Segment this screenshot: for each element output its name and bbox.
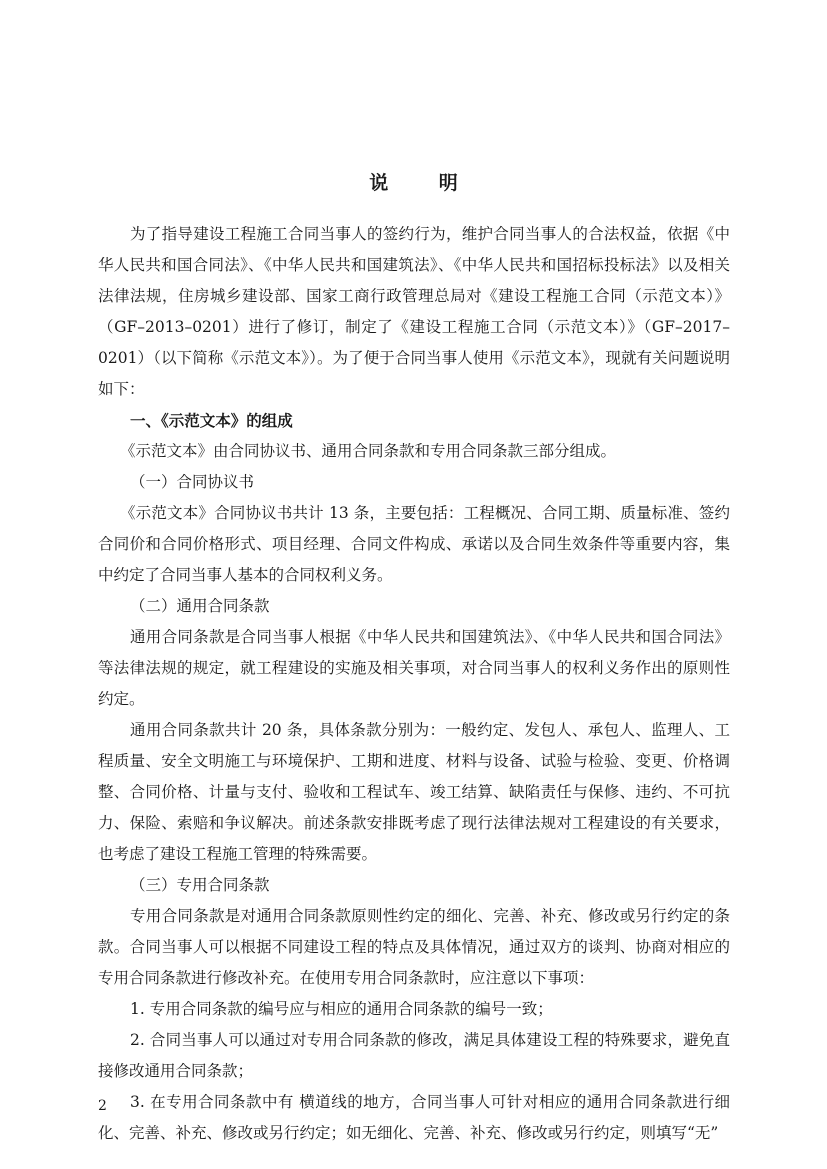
subheading-general-terms: （二）通用合同条款 [130,597,270,615]
document-body [98,219,730,1149]
subheading-agreement: （一）合同协议书 [130,473,255,491]
list-item-3: 3. 在专用合同条款中有 横道线的地方，合同当事人可针对相应的通用合同条款进行细化、完善、补充、修改或另行约定；如无细化、完善、补充、修改或另行约定，则填写“无” [98,1093,730,1142]
subheading-special-terms: （三）专用合同条款 [130,876,270,894]
paragraph-special-terms: 专用合同条款是对通用合同条款原则性约定的细化、完善、补充、修改或另行约定的条款。合同当事人可以根据不同建设工程的特点及具体情况，通过双方的谈判、协商对相应的专用合同条款进行修改补充。在使用专用合同条款时，应注意以下事项： [98,907,730,987]
paragraph-general-terms-list: 通用合同条款共计 20 条，具体条款分别为：一般约定、发包人、承包人、监理人、工程质量、安全文明施工与环境保护、工期和进度、材料与设备、试验与检验、变更、价格调整、合同价格、计量与支付、验收和工程试车、竣工结算、缺陷责任与保修、违约、不可抗力、保险、索赔和争议解决。前述条款安排既考虑了现行法律法规对工程建设的有关要求，也考虑了建设工程施工管理的特殊需要。 [98,721,730,863]
page-title: 说 明 [369,172,480,194]
paragraph-intro: 为了指导建设工程施工合同当事人的签约行为，维护合同当事人的合法权益，依据《中华人民共和国合同法》、《中华人民共和国建筑法》、《中华人民共和国招标投标法》以及相关法律法规，住房城乡建设部、国家工商行政管理总局对《建设工程施工合同（示范文本）》（GF–2013–0201）进行了修订，制定了《建设工程施工合同（示范文本）》（GF–2017–0201）（以下简称《示范文本》）。为了便于合同当事人使用《示范文本》，现就有关问题说明如下： [98,225,730,398]
page-number: 2 [98,1098,107,1114]
section-heading-composition: 一、《示范文本》的组成 [130,411,293,430]
paragraph-general-terms-definition: 通用合同条款是合同当事人根据《中华人民共和国建筑法》、《中华人民共和国合同法》等法律法规的规定，就工程建设的实施及相关事项，对合同当事人的权利义务作出的原则性约定。 [98,628,730,708]
paragraph-agreement: 《示范文本》合同协议书共计 13 条，主要包括：工程概况、合同工期、质量标准、签约合同价和合同价格形式、项目经理、合同文件构成、承诺以及合同生效条件等重要内容，集中约定了合同当事人基本的合同权利义务。 [98,504,730,584]
list-item-1: 1. 专用合同条款的编号应与相应的通用合同条款的编号一致； [130,1000,553,1018]
paragraph-composition: 《示范文本》由合同协议书、通用合同条款和专用合同条款三部分组成。 [120,442,617,460]
list-item-2: 2. 合同当事人可以通过对专用合同条款的修改，满足具体建设工程的特殊要求，避免直接修改通用合同条款； [98,1031,730,1080]
